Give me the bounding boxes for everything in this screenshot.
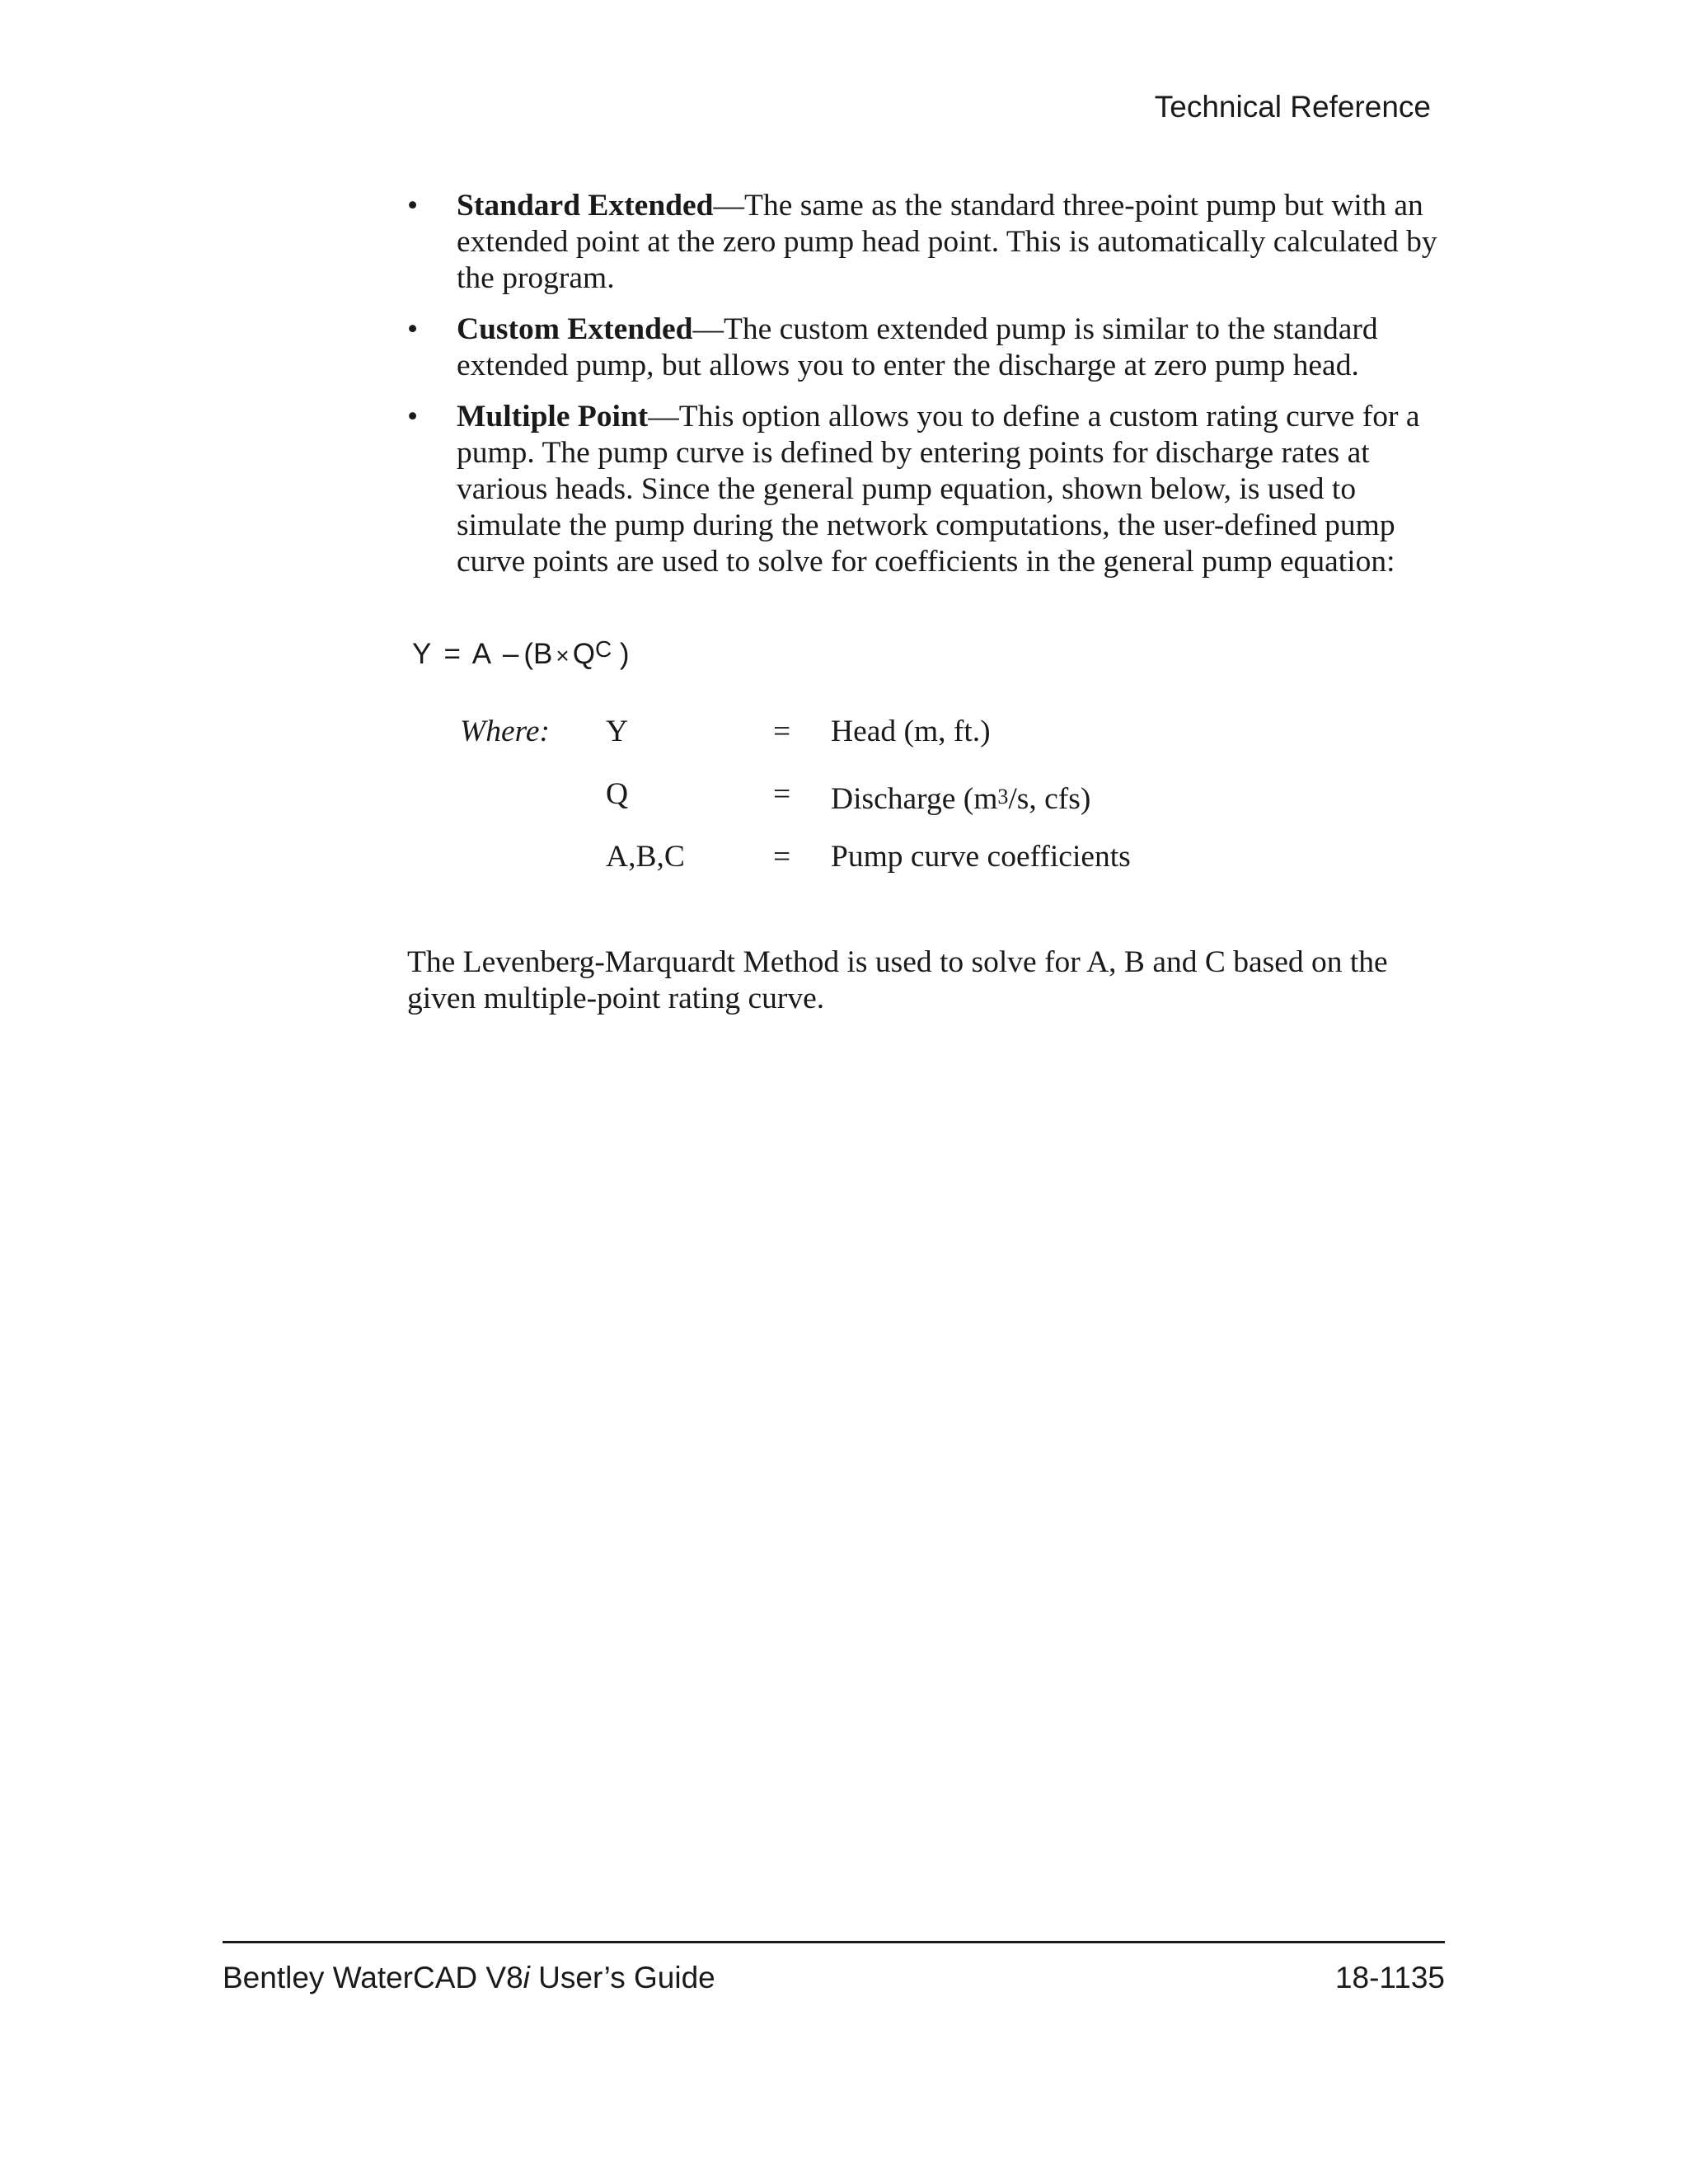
- equation-b: B: [532, 638, 553, 670]
- bullet-text: —The same as the standard three-point pump but with an extended point at the zero pump head point. This is automatically calculated by the program.: [457, 189, 1437, 295]
- where-variable: A,B,C: [606, 840, 685, 874]
- running-header: Technical Reference: [1154, 90, 1431, 124]
- where-description: [831, 781, 1090, 820]
- where-description-end: /s, cfs): [1008, 782, 1091, 816]
- bullet-text: —This option allows you to define a custom rating curve for a pump. The pump curve is defined by entering points for discharge rates at various heads. Since the general pump equation, shown below, is used to simulate the pump during the network computations, the user-defined pump curve points are used to solve for coefficients in the general pump equation:: [457, 400, 1420, 579]
- footer-guide-title: [223, 1960, 715, 1996]
- equation-times: ×: [556, 643, 570, 668]
- where-variable: Q: [606, 777, 629, 811]
- page-number: 18-1135: [1334, 1961, 1445, 1994]
- where-equals: =: [773, 715, 791, 748]
- bullet-term: Custom Extended: [457, 312, 693, 346]
- equation-equals: =: [443, 638, 461, 670]
- where-description: Pump curve coefficients: [831, 840, 1131, 874]
- footer-guide-italic: i: [523, 1961, 530, 1994]
- bullet-term: Multiple Point: [457, 400, 649, 434]
- where-row: [0, 839, 1688, 902]
- list-item: [407, 188, 1454, 297]
- equation-q: Q: [572, 638, 595, 670]
- footer-guide-prefix: Bentley WaterCAD V8: [223, 1961, 523, 1994]
- footer-divider: [223, 1941, 1445, 1943]
- list-item: [407, 399, 1454, 580]
- where-equals: =: [773, 840, 791, 874]
- bullet-icon: •: [407, 312, 419, 346]
- where-description-start: Discharge (m: [831, 782, 998, 816]
- closing-paragraph: The Levenberg-Marquardt Method is used to solve for A, B and C based on the given multiple-point rating curve.: [407, 944, 1388, 1015]
- where-row: [0, 776, 1688, 839]
- where-description-superscript: 3: [997, 785, 1009, 808]
- bullet-icon: •: [407, 400, 419, 434]
- where-row: [0, 714, 1688, 776]
- bullet-term: Standard Extended: [457, 189, 714, 223]
- equation-close-paren: ): [619, 638, 630, 670]
- bullet-icon: •: [407, 189, 419, 223]
- footer-guide-suffix: User’s Guide: [529, 1961, 715, 1994]
- equation-minus: –: [502, 638, 519, 670]
- equation-exponent: C: [594, 636, 612, 662]
- where-equals: =: [773, 777, 791, 811]
- where-definitions: [0, 714, 1688, 902]
- where-description: Head (m, ft.): [831, 715, 991, 748]
- where-label: Where:: [460, 715, 550, 748]
- pump-type-list: [407, 188, 1454, 595]
- equation-y: Y: [412, 638, 431, 670]
- pump-equation: [412, 636, 630, 674]
- bullet-text: —The custom extended pump is similar to the standard extended pump, but allows you to enter the discharge at zero pump head.: [457, 312, 1378, 382]
- list-item: [407, 312, 1454, 384]
- where-variable: Y: [606, 715, 629, 748]
- equation-open-paren: (: [523, 638, 533, 670]
- equation-a: A: [471, 638, 490, 670]
